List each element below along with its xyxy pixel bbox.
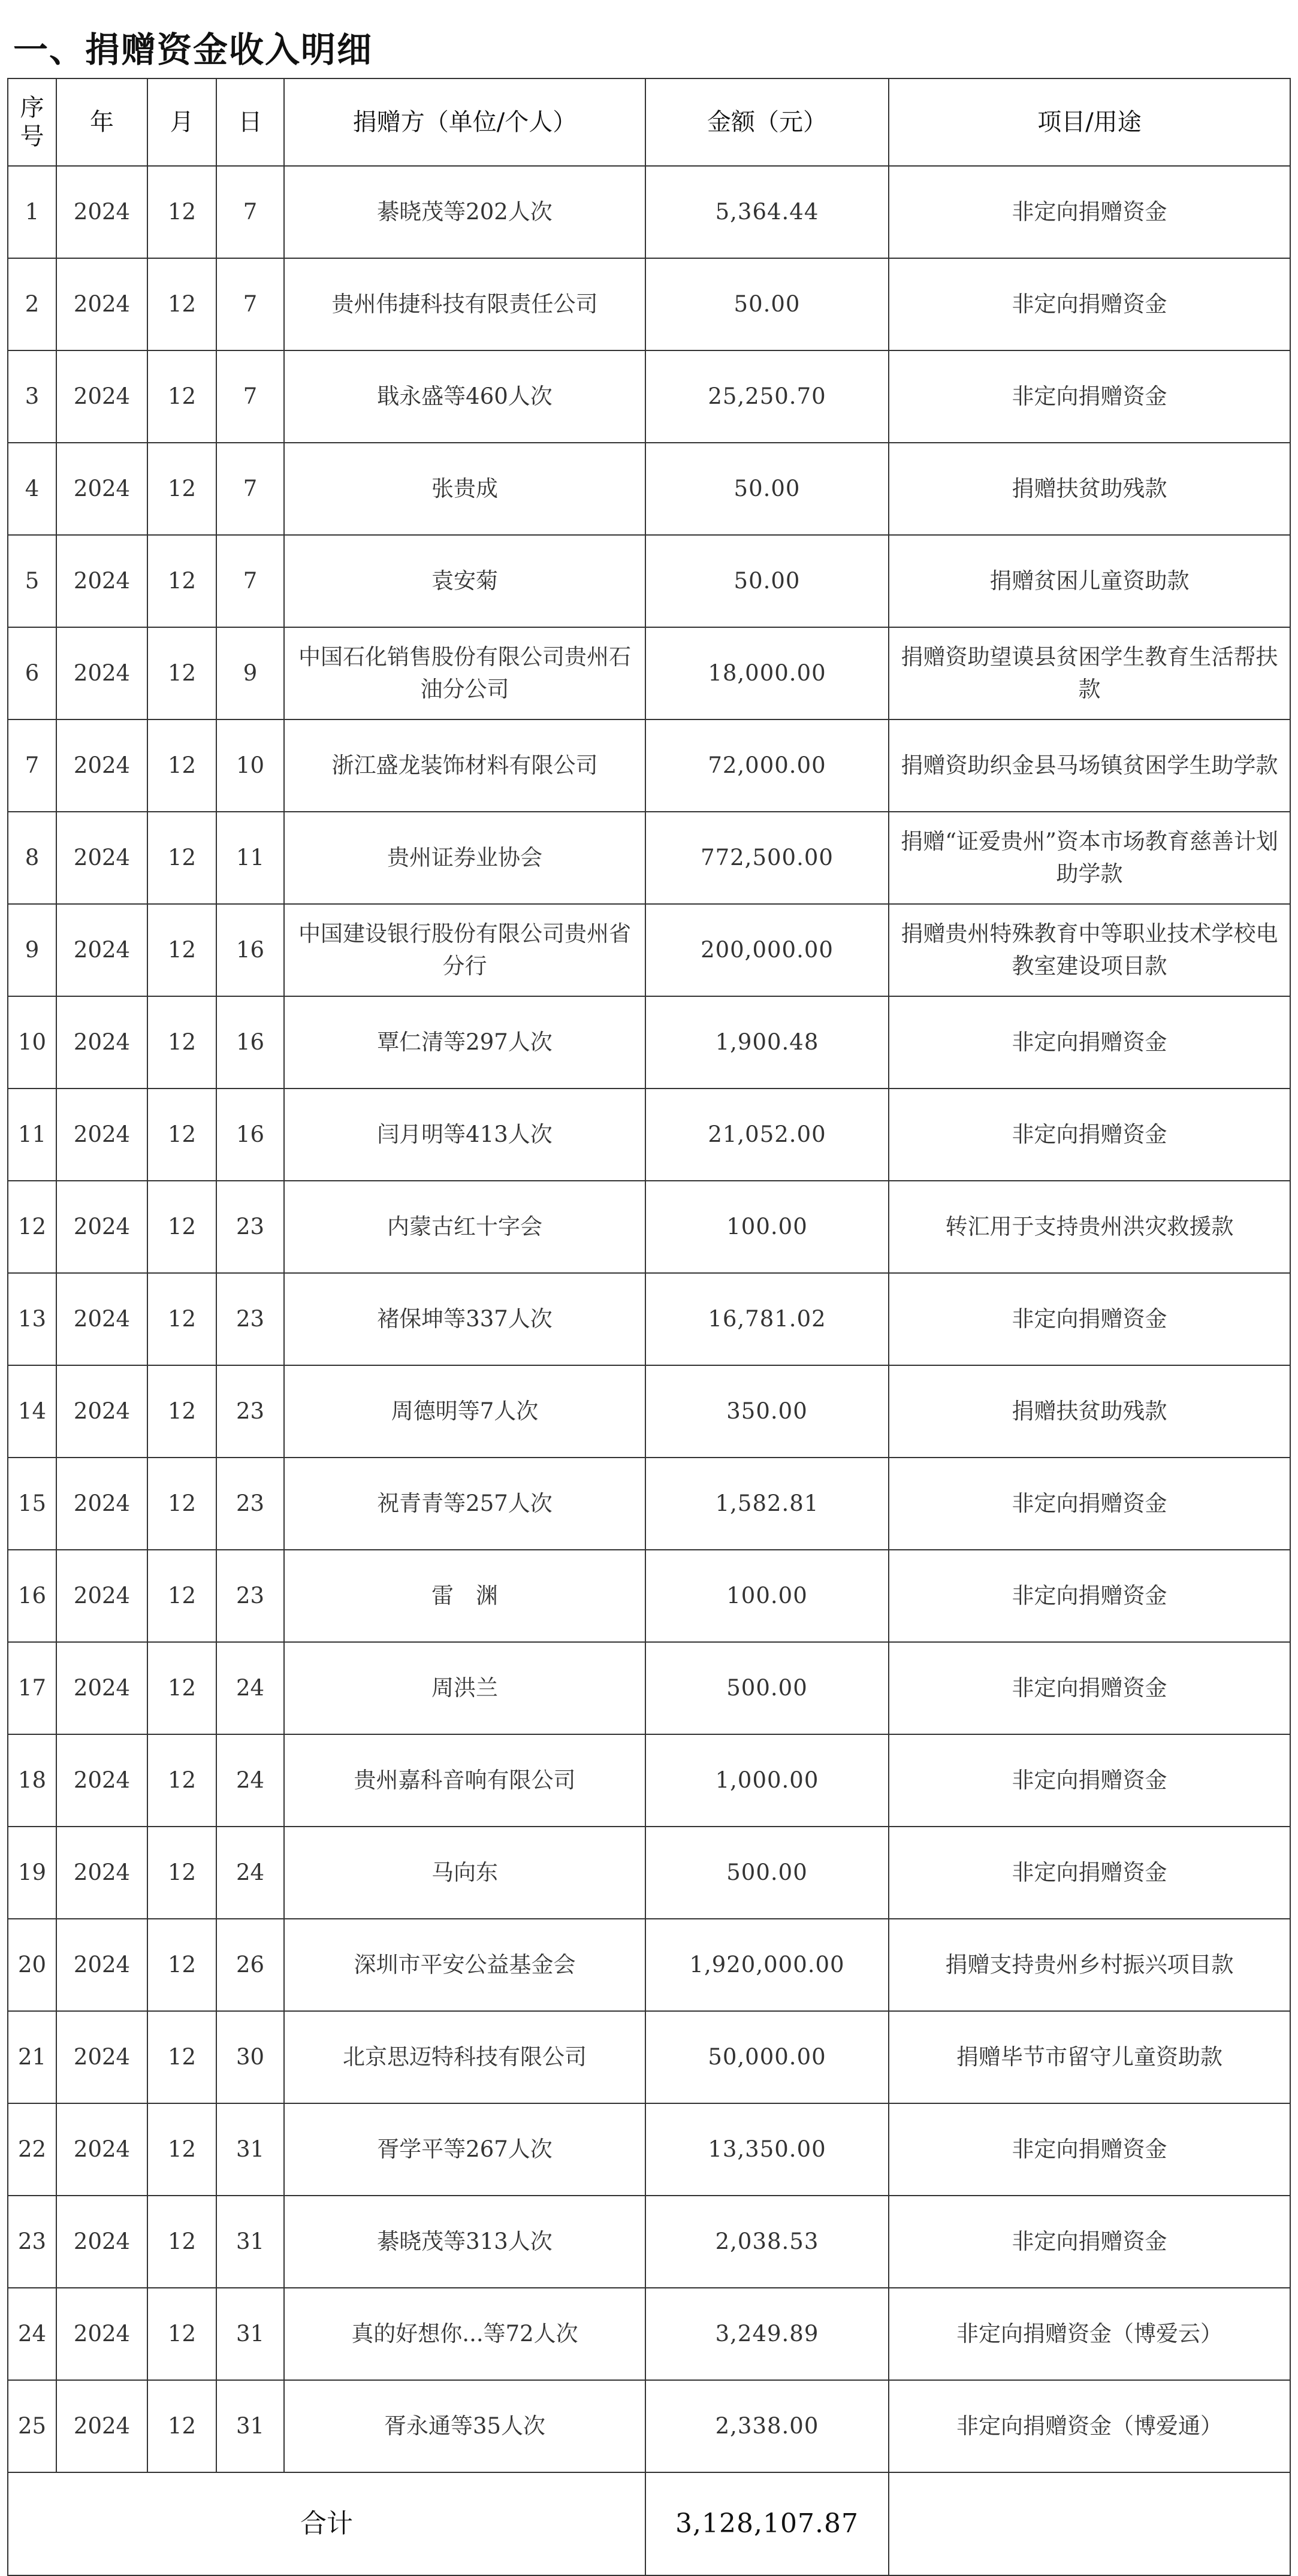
cell-donor: 深圳市平安公益基金会 (284, 1919, 645, 2011)
cell-month: 12 (147, 258, 216, 350)
cell-index: 10 (8, 996, 56, 1089)
cell-year: 2024 (56, 350, 147, 443)
cell-month: 12 (147, 2011, 216, 2103)
cell-donor: 中国石化销售股份有限公司贵州石油分公司 (284, 627, 645, 719)
cell-month: 12 (147, 627, 216, 719)
cell-donor: 贵州证券业协会 (284, 812, 645, 904)
cell-index: 12 (8, 1181, 56, 1273)
cell-year: 2024 (56, 1734, 147, 1827)
table-row (8, 1827, 1290, 1919)
cell-index: 22 (8, 2103, 56, 2196)
cell-amount: 200,000.00 (645, 904, 889, 996)
cell-donor: 内蒙古红十字会 (284, 1181, 645, 1273)
table-body (8, 166, 1290, 2472)
table-row (8, 1273, 1290, 1365)
cell-donor: 祝青青等257人次 (284, 1458, 645, 1550)
cell-purpose: 非定向捐赠资金 (889, 2103, 1290, 2196)
cell-day: 11 (216, 812, 284, 904)
cell-purpose: 非定向捐赠资金（博爱云） (889, 2288, 1290, 2380)
table-row (8, 1458, 1290, 1550)
cell-amount: 500.00 (645, 1827, 889, 1919)
table-row (8, 1089, 1290, 1181)
cell-index: 8 (8, 812, 56, 904)
cell-month: 12 (147, 1919, 216, 2011)
cell-month: 12 (147, 812, 216, 904)
cell-donor: 马向东 (284, 1827, 645, 1919)
cell-purpose: 非定向捐赠资金 (889, 1550, 1290, 1642)
cell-month: 12 (147, 1273, 216, 1365)
cell-amount: 1,000.00 (645, 1734, 889, 1827)
cell-donor: 袁安菊 (284, 535, 645, 627)
cell-purpose: 非定向捐赠资金 (889, 350, 1290, 443)
cell-amount: 18,000.00 (645, 627, 889, 719)
cell-month: 12 (147, 1827, 216, 1919)
cell-donor: 贵州嘉科音响有限公司 (284, 1734, 645, 1827)
table-row (8, 719, 1290, 812)
header-month: 月 (147, 78, 216, 166)
cell-year: 2024 (56, 1827, 147, 1919)
cell-year: 2024 (56, 904, 147, 996)
cell-amount: 21,052.00 (645, 1089, 889, 1181)
cell-index: 11 (8, 1089, 56, 1181)
cell-year: 2024 (56, 2196, 147, 2288)
cell-donor: 綦晓茂等313人次 (284, 2196, 645, 2288)
total-label: 合计 (8, 2472, 645, 2575)
cell-purpose: 非定向捐赠资金 (889, 1089, 1290, 1181)
cell-year: 2024 (56, 1365, 147, 1458)
table-row (8, 443, 1290, 535)
cell-index: 23 (8, 2196, 56, 2288)
cell-purpose: 捐赠贫困儿童资助款 (889, 535, 1290, 627)
total-row (8, 2472, 1290, 2575)
cell-month: 12 (147, 1734, 216, 1827)
cell-day: 7 (216, 258, 284, 350)
cell-day: 24 (216, 1827, 284, 1919)
cell-donor: 北京思迈特科技有限公司 (284, 2011, 645, 2103)
table-header-row (8, 78, 1290, 166)
cell-year: 2024 (56, 1919, 147, 2011)
cell-amount: 50.00 (645, 443, 889, 535)
cell-year: 2024 (56, 627, 147, 719)
cell-donor: 周德明等7人次 (284, 1365, 645, 1458)
cell-day: 23 (216, 1365, 284, 1458)
total-empty-cell (889, 2472, 1290, 2575)
cell-year: 2024 (56, 812, 147, 904)
cell-donor: 浙江盛龙装饰材料有限公司 (284, 719, 645, 812)
cell-index: 9 (8, 904, 56, 996)
cell-index: 3 (8, 350, 56, 443)
cell-index: 5 (8, 535, 56, 627)
table-row (8, 1734, 1290, 1827)
cell-year: 2024 (56, 258, 147, 350)
cell-donor: 闫月明等413人次 (284, 1089, 645, 1181)
cell-donor: 胥学平等267人次 (284, 2103, 645, 2196)
table-row (8, 2103, 1290, 2196)
cell-amount: 350.00 (645, 1365, 889, 1458)
cell-amount: 100.00 (645, 1550, 889, 1642)
cell-month: 12 (147, 166, 216, 258)
table-row (8, 2380, 1290, 2472)
cell-month: 12 (147, 2196, 216, 2288)
cell-purpose: 非定向捐赠资金 (889, 258, 1290, 350)
cell-day: 31 (216, 2196, 284, 2288)
table-row (8, 166, 1290, 258)
cell-amount: 25,250.70 (645, 350, 889, 443)
cell-day: 16 (216, 904, 284, 996)
cell-index: 13 (8, 1273, 56, 1365)
table-row (8, 627, 1290, 719)
cell-day: 16 (216, 996, 284, 1089)
cell-amount: 2,038.53 (645, 2196, 889, 2288)
cell-amount: 2,338.00 (645, 2380, 889, 2472)
cell-day: 30 (216, 2011, 284, 2103)
cell-purpose: 捐赠扶贫助残款 (889, 1365, 1290, 1458)
cell-purpose: 非定向捐赠资金 (889, 1273, 1290, 1365)
table-row (8, 1642, 1290, 1734)
cell-amount: 1,582.81 (645, 1458, 889, 1550)
cell-index: 6 (8, 627, 56, 719)
cell-index: 19 (8, 1827, 56, 1919)
cell-purpose: 捐赠支持贵州乡村振兴项目款 (889, 1919, 1290, 2011)
cell-year: 2024 (56, 166, 147, 258)
cell-donor: 覃仁清等297人次 (284, 996, 645, 1089)
cell-index: 16 (8, 1550, 56, 1642)
cell-day: 23 (216, 1458, 284, 1550)
table-row (8, 2288, 1290, 2380)
cell-day: 31 (216, 2380, 284, 2472)
cell-donor: 周洪兰 (284, 1642, 645, 1734)
cell-day: 7 (216, 535, 284, 627)
cell-amount: 50.00 (645, 535, 889, 627)
cell-day: 24 (216, 1734, 284, 1827)
table-row (8, 904, 1290, 996)
cell-month: 12 (147, 719, 216, 812)
cell-month: 12 (147, 2288, 216, 2380)
cell-index: 4 (8, 443, 56, 535)
cell-amount: 5,364.44 (645, 166, 889, 258)
cell-index: 2 (8, 258, 56, 350)
cell-purpose: 非定向捐赠资金 (889, 2196, 1290, 2288)
cell-amount: 16,781.02 (645, 1273, 889, 1365)
cell-year: 2024 (56, 2380, 147, 2472)
cell-year: 2024 (56, 1273, 147, 1365)
cell-year: 2024 (56, 2011, 147, 2103)
table-row (8, 1919, 1290, 2011)
cell-year: 2024 (56, 2288, 147, 2380)
cell-year: 2024 (56, 719, 147, 812)
cell-purpose: 转汇用于支持贵州洪灾救援款 (889, 1181, 1290, 1273)
cell-index: 20 (8, 1919, 56, 2011)
cell-year: 2024 (56, 443, 147, 535)
cell-month: 12 (147, 1181, 216, 1273)
cell-donor: 真的好想你...等72人次 (284, 2288, 645, 2380)
cell-month: 12 (147, 996, 216, 1089)
cell-day: 23 (216, 1181, 284, 1273)
cell-purpose: 非定向捐赠资金 (889, 1827, 1290, 1919)
cell-month: 12 (147, 1642, 216, 1734)
cell-index: 25 (8, 2380, 56, 2472)
header-year: 年 (56, 78, 147, 166)
cell-purpose: 非定向捐赠资金 (889, 166, 1290, 258)
cell-index: 7 (8, 719, 56, 812)
header-donor: 捐赠方（单位/个人） (284, 78, 645, 166)
cell-year: 2024 (56, 1642, 147, 1734)
cell-amount: 1,920,000.00 (645, 1919, 889, 2011)
cell-year: 2024 (56, 996, 147, 1089)
header-index: 序号 (8, 78, 56, 166)
cell-day: 7 (216, 350, 284, 443)
cell-month: 12 (147, 2380, 216, 2472)
cell-donor: 褚保坤等337人次 (284, 1273, 645, 1365)
cell-purpose: 捐赠资助望谟县贫困学生教育生活帮扶款 (889, 627, 1290, 719)
header-day: 日 (216, 78, 284, 166)
cell-day: 9 (216, 627, 284, 719)
cell-day: 7 (216, 166, 284, 258)
table-row (8, 812, 1290, 904)
cell-year: 2024 (56, 2103, 147, 2196)
cell-amount: 50.00 (645, 258, 889, 350)
cell-day: 23 (216, 1550, 284, 1642)
cell-year: 2024 (56, 1458, 147, 1550)
table-row (8, 2196, 1290, 2288)
table-row (8, 1550, 1290, 1642)
table-row (8, 2011, 1290, 2103)
cell-donor: 戢永盛等460人次 (284, 350, 645, 443)
cell-index: 15 (8, 1458, 56, 1550)
cell-index: 24 (8, 2288, 56, 2380)
total-amount: 3,128,107.87 (645, 2472, 889, 2575)
cell-purpose: 非定向捐赠资金 (889, 1734, 1290, 1827)
cell-purpose: 捐赠资助织金县马场镇贫困学生助学款 (889, 719, 1290, 812)
cell-index: 17 (8, 1642, 56, 1734)
cell-index: 1 (8, 166, 56, 258)
cell-index: 14 (8, 1365, 56, 1458)
cell-month: 12 (147, 1458, 216, 1550)
cell-donor: 雷 渊 (284, 1550, 645, 1642)
table-row (8, 1181, 1290, 1273)
header-amount: 金额（元） (645, 78, 889, 166)
cell-donor: 胥永通等35人次 (284, 2380, 645, 2472)
cell-day: 31 (216, 2288, 284, 2380)
cell-amount: 13,350.00 (645, 2103, 889, 2196)
cell-month: 12 (147, 443, 216, 535)
cell-purpose: 捐赠贵州特殊教育中等职业技术学校电教室建设项目款 (889, 904, 1290, 996)
cell-purpose: 捐赠“证爱贵州”资本市场教育慈善计划助学款 (889, 812, 1290, 904)
cell-amount: 3,249.89 (645, 2288, 889, 2380)
cell-amount: 772,500.00 (645, 812, 889, 904)
cell-day: 10 (216, 719, 284, 812)
cell-purpose: 非定向捐赠资金 (889, 996, 1290, 1089)
cell-year: 2024 (56, 1550, 147, 1642)
cell-index: 21 (8, 2011, 56, 2103)
cell-day: 31 (216, 2103, 284, 2196)
cell-month: 12 (147, 1089, 216, 1181)
cell-donor: 綦晓茂等202人次 (284, 166, 645, 258)
cell-day: 24 (216, 1642, 284, 1734)
table-row (8, 258, 1290, 350)
cell-purpose: 非定向捐赠资金（博爱通） (889, 2380, 1290, 2472)
cell-month: 12 (147, 1365, 216, 1458)
table-row (8, 996, 1290, 1089)
cell-day: 7 (216, 443, 284, 535)
cell-year: 2024 (56, 1089, 147, 1181)
cell-index: 18 (8, 1734, 56, 1827)
cell-purpose: 捐赠毕节市留守儿童资助款 (889, 2011, 1290, 2103)
cell-amount: 100.00 (645, 1181, 889, 1273)
cell-amount: 1,900.48 (645, 996, 889, 1089)
cell-day: 16 (216, 1089, 284, 1181)
cell-purpose: 非定向捐赠资金 (889, 1458, 1290, 1550)
cell-year: 2024 (56, 535, 147, 627)
header-purpose: 项目/用途 (889, 78, 1290, 166)
cell-month: 12 (147, 1550, 216, 1642)
cell-year: 2024 (56, 1181, 147, 1273)
cell-month: 12 (147, 2103, 216, 2196)
cell-month: 12 (147, 535, 216, 627)
cell-amount: 50,000.00 (645, 2011, 889, 2103)
cell-amount: 72,000.00 (645, 719, 889, 812)
cell-purpose: 捐赠扶贫助残款 (889, 443, 1290, 535)
cell-donor: 贵州伟捷科技有限责任公司 (284, 258, 645, 350)
table-row (8, 1365, 1290, 1458)
page-title: 一、捐赠资金收入明细 (13, 29, 373, 70)
table-row (8, 535, 1290, 627)
cell-donor: 中国建设银行股份有限公司贵州省分行 (284, 904, 645, 996)
cell-day: 26 (216, 1919, 284, 2011)
cell-donor: 张贵成 (284, 443, 645, 535)
cell-month: 12 (147, 350, 216, 443)
cell-purpose: 非定向捐赠资金 (889, 1642, 1290, 1734)
donation-income-table (7, 78, 1291, 2576)
cell-day: 23 (216, 1273, 284, 1365)
cell-month: 12 (147, 904, 216, 996)
table-row (8, 350, 1290, 443)
cell-amount: 500.00 (645, 1642, 889, 1734)
